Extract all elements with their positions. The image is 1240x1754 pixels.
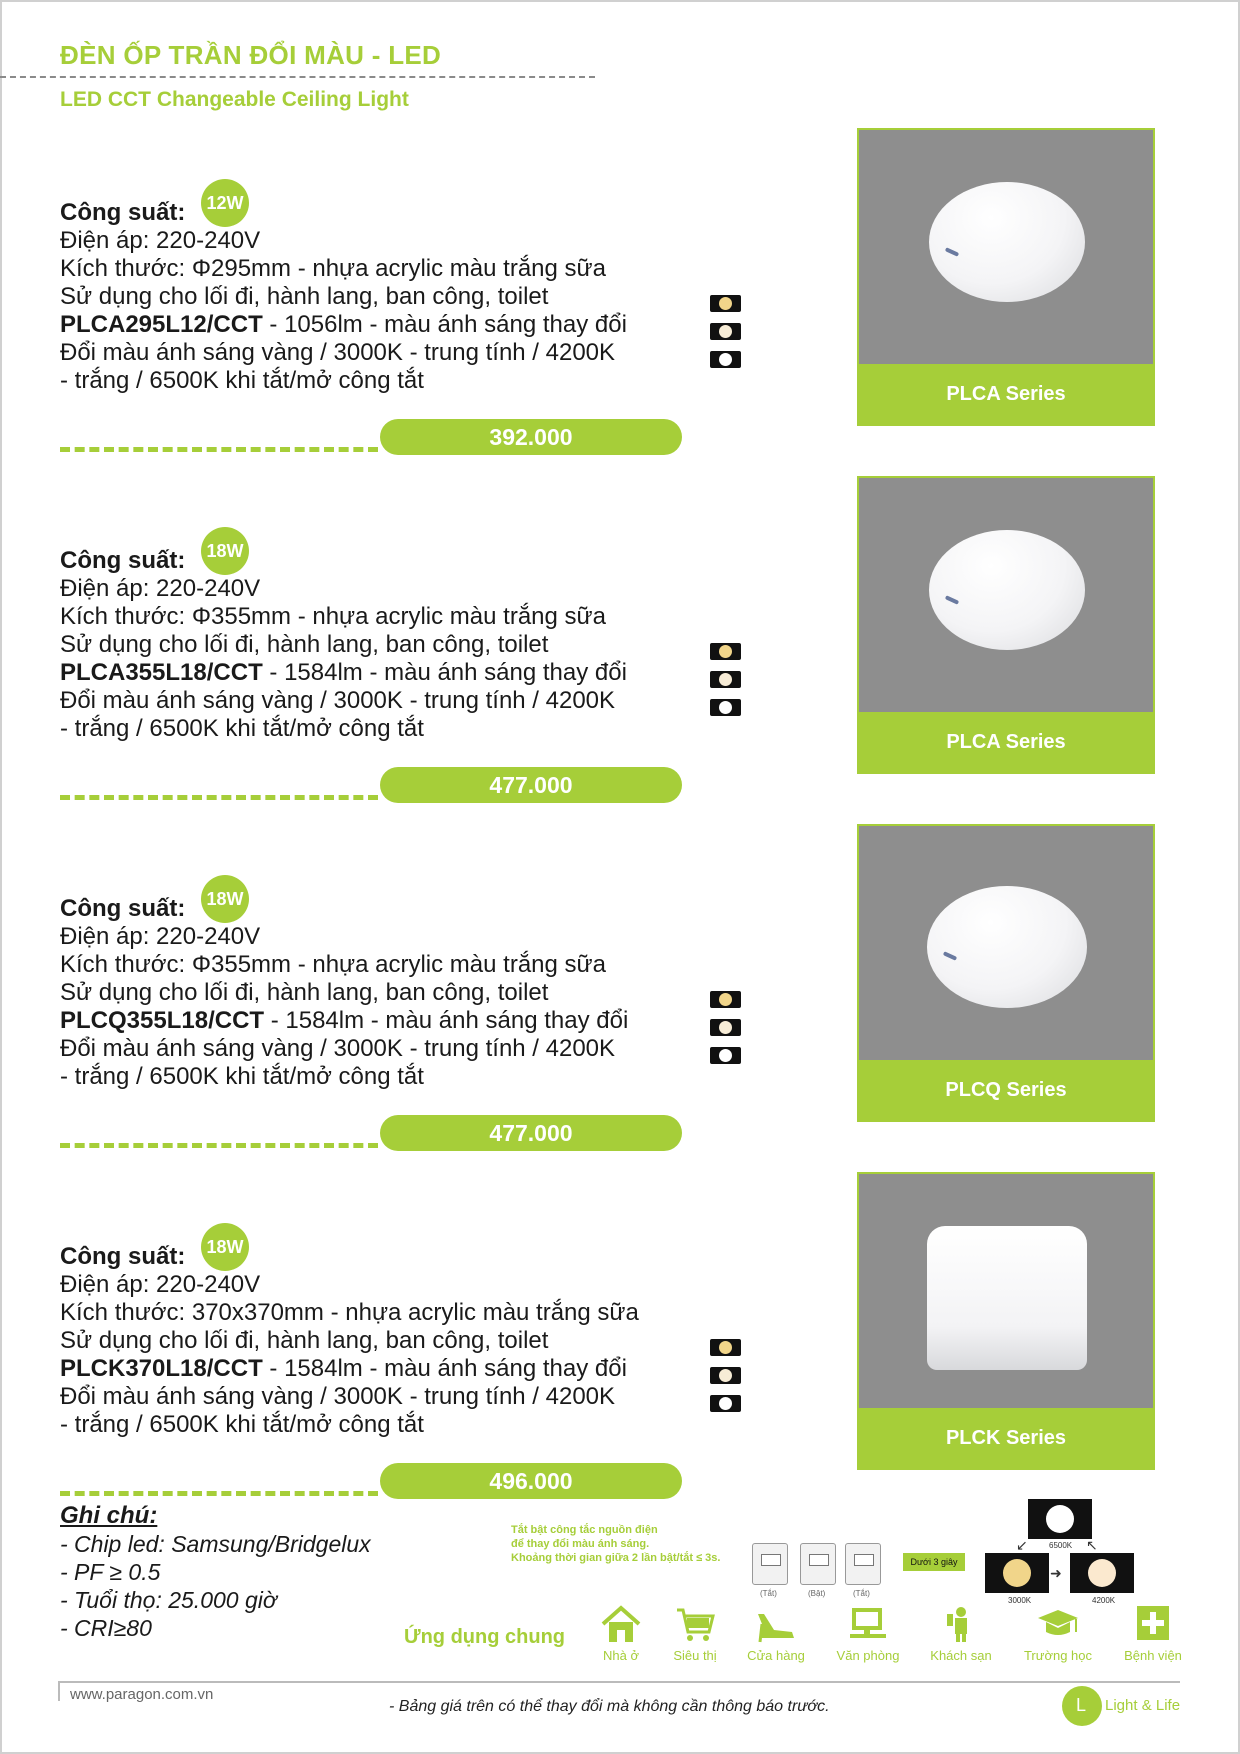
app-label: Văn phòng bbox=[836, 1648, 900, 1663]
app-hotel bbox=[920, 1604, 1002, 1663]
voltage: Điện áp: 220-240V bbox=[60, 923, 261, 950]
page-title: ĐÈN ỐP TRẦN ĐỔI MÀU - LED bbox=[60, 40, 442, 70]
neutral-light-icon bbox=[710, 671, 741, 688]
app-label: Trường học bbox=[1023, 1648, 1093, 1663]
white-light-icon bbox=[710, 699, 741, 716]
neutral-light-icon bbox=[710, 1367, 741, 1384]
app-label: Siêu thị bbox=[673, 1648, 717, 1663]
wall-switch-icon bbox=[752, 1543, 788, 1585]
instruction-line: để thay đổi màu ánh sáng. bbox=[511, 1538, 650, 1550]
round-ceiling-light-image bbox=[929, 530, 1085, 650]
arrow-up-left-icon: ↖ bbox=[1086, 1537, 1098, 1553]
wall-switch-icon bbox=[800, 1543, 836, 1585]
cct-label: 4200K bbox=[1092, 1596, 1116, 1605]
arrow-down-left-icon: ↙ bbox=[1016, 1537, 1028, 1553]
white-light-icon bbox=[710, 1047, 741, 1064]
cct-4200k-icon bbox=[1070, 1553, 1134, 1593]
product-card bbox=[0, 503, 1240, 813]
voltage: Điện áp: 220-240V bbox=[60, 227, 261, 254]
usage: Sử dụng cho lối đi, hành lang, ban công, toilet bbox=[60, 979, 549, 1006]
product-code: PLCA355L18/CCT bbox=[60, 659, 263, 686]
wattage-badge: 18W bbox=[201, 1223, 249, 1271]
product-code: PLCK370L18/CCT bbox=[60, 1355, 263, 1382]
dashed-divider bbox=[60, 1143, 378, 1148]
instruction-line: Tắt bật công tắc nguồn điện bbox=[511, 1524, 658, 1536]
app-shop bbox=[735, 1604, 817, 1663]
product-code-line bbox=[60, 1007, 628, 1035]
product-code-line bbox=[60, 1355, 639, 1383]
round-ceiling-light-image bbox=[927, 886, 1087, 1008]
color-change-info: Đổi màu ánh sáng vàng / 3000K - trung tính / 4200K bbox=[60, 1383, 616, 1410]
series-label: PLCK Series bbox=[859, 1408, 1153, 1468]
product-card bbox=[0, 1199, 1240, 1509]
wall-switch-icon bbox=[845, 1543, 881, 1585]
app-label: Bệnh viện bbox=[1124, 1648, 1182, 1663]
voltage: Điện áp: 220-240V bbox=[60, 1271, 261, 1298]
brand-logo-text: Light & Life bbox=[1105, 1697, 1181, 1714]
page-subtitle: LED CCT Changeable Ceiling Light bbox=[60, 88, 409, 111]
product-specs bbox=[60, 155, 627, 395]
note-item: - Tuổi thọ: 25.000 giờ bbox=[60, 1587, 277, 1613]
app-school bbox=[1017, 1604, 1099, 1663]
hospital-cross-icon bbox=[1131, 1604, 1175, 1644]
size: Kích thước: Φ295mm - nhựa acrylic màu trắng sữa bbox=[60, 255, 606, 282]
graduation-cap-icon bbox=[1036, 1604, 1080, 1644]
wattage-badge: 18W bbox=[201, 875, 249, 923]
app-label: Cửa hàng bbox=[747, 1648, 805, 1663]
app-label: Khách sạn bbox=[930, 1648, 992, 1663]
product-photo bbox=[857, 476, 1155, 774]
white-light-icon bbox=[710, 351, 741, 368]
product-code-line bbox=[60, 659, 627, 687]
app-office bbox=[827, 1604, 909, 1663]
product-card bbox=[0, 155, 1240, 465]
round-ceiling-light-image bbox=[929, 182, 1085, 302]
price-tag: 496.000 bbox=[380, 1463, 682, 1499]
switch-state-label: (Tắt) bbox=[853, 1589, 870, 1598]
color-change-info: Đổi màu ánh sáng vàng / 3000K - trung tính / 4200K bbox=[60, 339, 616, 366]
wattage-badge: 12W bbox=[201, 179, 249, 227]
square-ceiling-light-image bbox=[927, 1226, 1087, 1370]
voltage: Điện áp: 220-240V bbox=[60, 575, 261, 602]
size: Kích thước: Φ355mm - nhựa acrylic màu trắng sữa bbox=[60, 951, 606, 978]
notes-heading: Ghi chú: bbox=[60, 1502, 158, 1529]
series-label: PLCQ Series bbox=[859, 1060, 1153, 1120]
duration-badge: Dưới 3 giây bbox=[903, 1553, 965, 1571]
dashed-divider bbox=[60, 795, 378, 800]
usage: Sử dụng cho lối đi, hành lang, ban công, toilet bbox=[60, 1327, 549, 1354]
product-card bbox=[0, 851, 1240, 1161]
brand-logo-icon bbox=[1062, 1686, 1102, 1726]
applications-title: Ứng dụng chung bbox=[404, 1626, 565, 1648]
product-specs bbox=[60, 503, 627, 743]
usage: Sử dụng cho lối đi, hành lang, ban công, toilet bbox=[60, 631, 549, 658]
price-tag: 392.000 bbox=[380, 419, 682, 455]
note-item: - PF ≥ 0.5 bbox=[60, 1559, 161, 1585]
switch-state-label: (Bật) bbox=[808, 1589, 826, 1598]
price-disclaimer: - Bảng giá trên có thể thay đổi mà không cần thông báo trước. bbox=[389, 1698, 830, 1715]
color-change-info-2: - trắng / 6500K khi tắt/mở công tắt bbox=[60, 1063, 424, 1090]
power-label: Công suất: bbox=[60, 895, 186, 922]
power-label: Công suất: bbox=[60, 1243, 186, 1270]
neutral-light-icon bbox=[710, 323, 741, 340]
dashed-divider bbox=[60, 447, 378, 452]
product-photo bbox=[857, 824, 1155, 1122]
note-item: - CRI≥80 bbox=[60, 1615, 152, 1641]
wattage-badge: 18W bbox=[201, 527, 249, 575]
footer-divider-tick bbox=[58, 1681, 60, 1701]
product-specs bbox=[60, 1199, 639, 1439]
price-tag: 477.000 bbox=[380, 1115, 682, 1151]
app-supermarket bbox=[654, 1604, 736, 1663]
product-code-line bbox=[60, 311, 627, 339]
series-label: PLCA Series bbox=[859, 364, 1153, 424]
logo-mark: L bbox=[1076, 1695, 1087, 1715]
title-divider bbox=[0, 76, 595, 78]
product-photo bbox=[857, 1172, 1155, 1470]
shoe-icon bbox=[754, 1604, 798, 1644]
series-label: PLCA Series bbox=[859, 712, 1153, 772]
warm-light-icon bbox=[710, 643, 741, 660]
office-icon bbox=[846, 1604, 890, 1644]
app-label: Nhà ở bbox=[603, 1648, 639, 1663]
cct-3000k-icon bbox=[985, 1553, 1049, 1593]
white-light-icon bbox=[710, 1395, 741, 1412]
notes-section bbox=[60, 1502, 371, 1642]
power-label: Công suất: bbox=[60, 199, 186, 226]
lumen-info: - 1584lm - màu ánh sáng thay đổi bbox=[264, 1007, 629, 1034]
cart-icon bbox=[673, 1604, 717, 1644]
arrow-right-icon: ➜ bbox=[1050, 1565, 1062, 1581]
app-home bbox=[580, 1604, 662, 1663]
usage: Sử dụng cho lối đi, hành lang, ban công, toilet bbox=[60, 283, 549, 310]
price-tag: 477.000 bbox=[380, 767, 682, 803]
bellboy-icon bbox=[939, 1604, 983, 1644]
instruction-line: Khoảng thời gian giữa 2 lần bật/tắt ≤ 3s. bbox=[511, 1552, 721, 1564]
cct-label: 3000K bbox=[1008, 1596, 1032, 1605]
lumen-info: - 1056lm - màu ánh sáng thay đổi bbox=[262, 311, 627, 338]
house-icon bbox=[599, 1604, 643, 1644]
dashed-divider bbox=[60, 1491, 378, 1496]
warm-light-icon bbox=[710, 295, 741, 312]
product-photo bbox=[857, 128, 1155, 426]
color-change-info-2: - trắng / 6500K khi tắt/mở công tắt bbox=[60, 1411, 424, 1438]
size: Kích thước: 370x370mm - nhựa acrylic màu trắng sữa bbox=[60, 1299, 639, 1326]
power-label: Công suất: bbox=[60, 547, 186, 574]
color-change-info: Đổi màu ánh sáng vàng / 3000K - trung tính / 4200K bbox=[60, 687, 616, 714]
note-item: - Chip led: Samsung/Bridgelux bbox=[60, 1531, 371, 1557]
switch-instructions bbox=[511, 1523, 720, 1565]
size: Kích thước: Φ355mm - nhựa acrylic màu trắng sữa bbox=[60, 603, 606, 630]
neutral-light-icon bbox=[710, 1019, 741, 1036]
warm-light-icon bbox=[710, 991, 741, 1008]
color-change-info: Đổi màu ánh sáng vàng / 3000K - trung tính / 4200K bbox=[60, 1035, 616, 1062]
color-change-info-2: - trắng / 6500K khi tắt/mở công tắt bbox=[60, 715, 424, 742]
product-code: PLCA295L12/CCT bbox=[60, 311, 263, 338]
color-change-info-2: - trắng / 6500K khi tắt/mở công tắt bbox=[60, 367, 424, 394]
cct-label: 6500K bbox=[1049, 1541, 1073, 1550]
website-link[interactable]: www.paragon.com.vn bbox=[70, 1686, 214, 1703]
product-specs bbox=[60, 851, 628, 1091]
warm-light-icon bbox=[710, 1339, 741, 1356]
footer-divider bbox=[60, 1681, 1180, 1683]
cct-6500k-icon bbox=[1028, 1499, 1092, 1539]
app-hospital bbox=[1112, 1604, 1194, 1663]
product-code: PLCQ355L18/CCT bbox=[60, 1007, 265, 1034]
switch-state-label: (Tắt) bbox=[760, 1589, 777, 1598]
lumen-info: - 1584lm - màu ánh sáng thay đổi bbox=[262, 1355, 627, 1382]
lumen-info: - 1584lm - màu ánh sáng thay đổi bbox=[262, 659, 627, 686]
